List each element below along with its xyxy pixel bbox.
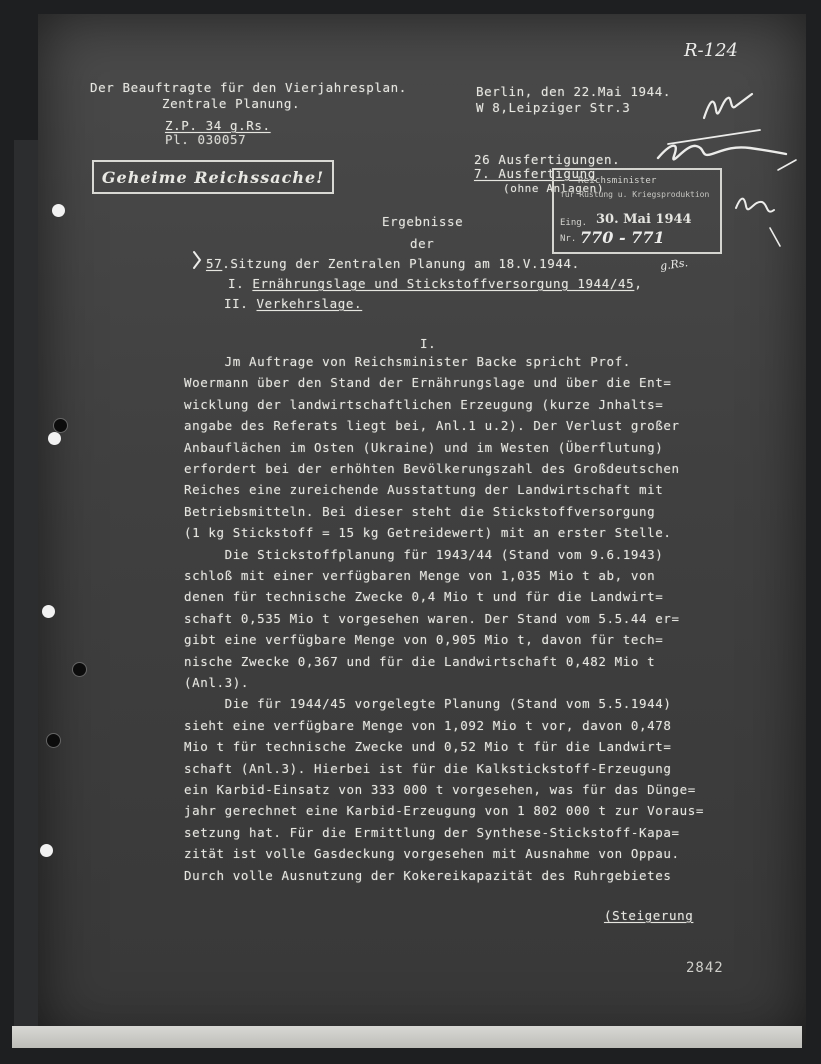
agenda-item-2-number: II. — [224, 296, 249, 311]
body-line: sieht eine verfügbare Menge von 1,092 Mio t vor, davon 0,478 — [184, 718, 672, 733]
org-line-1: Der Beauftragte für den Vierjahresplan. — [90, 80, 407, 95]
received-stamp-dept: für Rüstung u. Kriegsproduktion — [560, 190, 710, 199]
punch-hole — [40, 844, 53, 857]
body-line: schaft (Anl.3). Hierbei ist für die Kalkstickstoff-Erzeugung — [184, 761, 672, 776]
secret-stamp-text: Geheime Reichssache! — [101, 167, 325, 187]
session-number: 57 — [206, 256, 223, 271]
reference-pl: Pl. 030057 — [165, 132, 247, 147]
body-line: (1 kg Stickstoff = 15 kg Getreidewert) mit an erster Stelle. — [184, 525, 672, 540]
punch-hole — [42, 605, 55, 618]
place-date: Berlin, den 22.Mai 1944. — [476, 84, 672, 99]
received-stamp-date: 30. Mai 1944 — [596, 212, 692, 227]
session-line — [206, 256, 580, 271]
handwritten-rs-note: g.Rs. — [659, 256, 689, 273]
underlying-page-strip — [12, 1026, 802, 1048]
title-results: Ergebnisse — [382, 214, 464, 229]
received-stamp-org: Reichsminister — [578, 176, 657, 186]
body-line: denen für technische Zwecke 0,4 Mio t und für die Landwirt= — [184, 589, 664, 604]
address: W 8,Leipziger Str.3 — [476, 100, 631, 115]
section-heading: I. — [420, 336, 437, 351]
body-line: (Anl.3). — [184, 675, 250, 690]
body-line: schaft 0,535 Mio t vorgesehen waren. Der Stand vom 5.5.44 er= — [184, 611, 680, 626]
punch-hole — [46, 733, 61, 748]
punch-hole — [48, 432, 61, 445]
body-line: Woermann über den Stand der Ernährungslage und über die Ent= — [184, 375, 672, 390]
received-stamp-number: 770 - 771 — [580, 228, 665, 247]
agenda-item-1-text: Ernährungslage und Stickstoffversorgung 1944/45 — [252, 276, 635, 291]
archive-reference: R-124 — [684, 40, 738, 61]
agenda-item-1-number: I. — [228, 276, 245, 291]
scan-left-edge — [14, 140, 40, 1040]
agenda-item-2-text: Verkehrslage. — [256, 296, 363, 311]
body-line: zität ist volle Gasdeckung vorgesehen mit Ausnahme von Oppau. — [184, 846, 680, 861]
body-line: Reiches eine zureichende Ausstattung der Landwirtschaft mit — [184, 482, 664, 497]
punch-hole — [53, 418, 68, 433]
body-line: schloß mit einer verfügbaren Menge von 1,035 Mio t ab, von — [184, 568, 656, 583]
body-line: Die für 1944/45 vorgelegte Planung (Stand vom 5.5.1944) — [184, 696, 672, 711]
title-of: der — [410, 236, 435, 251]
body-line: angabe des Referats liegt bei, Anl.1 u.2). Der Verlust großer — [184, 418, 680, 433]
secret-stamp — [92, 160, 334, 194]
body-line: Jm Auftrage von Reichsminister Backe spricht Prof. — [184, 354, 631, 369]
body-line: ein Karbid-Einsatz von 333 000 t vorgesehen, was für das Dünge= — [184, 782, 696, 797]
punch-hole — [52, 204, 65, 217]
punch-hole — [72, 662, 87, 677]
copy-note: (ohne Anlagen) — [503, 182, 605, 195]
body-line: Anbauflächen im Osten (Ukraine) und im Westen (Überflutung) — [184, 440, 664, 455]
agenda-item-2 — [224, 296, 362, 311]
body-line: jahr gerechnet eine Karbid-Erzeugung von 1 802 000 t zur Voraus= — [184, 803, 705, 818]
agenda-item-1: I. Ernährungslage und Stickstoffversorgung 1944/45, — [228, 276, 643, 291]
body-line: Betriebsmitteln. Bei dieser steht die Stickstoffversorgung — [184, 504, 656, 519]
body-line: gibt eine verfügbare Menge von 0,905 Mio t, davon für tech= — [184, 632, 664, 647]
body-line: wicklung der landwirtschaftlichen Erzeugung (kurze Jnhalts= — [184, 397, 664, 412]
body-line: Durch volle Ausnutzung der Kokereikapazität des Ruhrgebietes — [184, 868, 672, 883]
body-line: nische Zwecke 0,367 und für die Landwirtschaft 0,482 Mio t — [184, 654, 656, 669]
page-number: 2842 — [686, 960, 724, 976]
reference-zp: Z.P. 34 g.Rs. — [165, 118, 271, 133]
received-stamp-nr-label: Nr. — [560, 234, 577, 244]
session-text: .Sitzung der Zentralen Planung am 18.V.1944. — [222, 256, 580, 271]
handwritten-initials-signature — [640, 60, 810, 260]
copy-number: 7. Ausfertigung — [474, 166, 596, 181]
body-line: Die Stickstoffplanung für 1943/44 (Stand vom 9.6.1943) — [184, 547, 664, 562]
body-line: setzung hat. Für die Ermittlung der Synthese-Stickstoff-Kapa= — [184, 825, 680, 840]
body-line: Mio t für technische Zwecke und 0,52 Mio t für die Landwirt= — [184, 739, 672, 754]
org-line-2: Zentrale Planung. — [162, 96, 301, 111]
received-stamp-eing-label: Eing. — [560, 218, 588, 228]
copies-count: 26 Ausfertigungen. — [474, 152, 621, 167]
body-line: erfordert bei der erhöhten Bevölkerungszahl des Großdeutschen — [184, 461, 680, 476]
catchword: (Steigerung — [604, 908, 694, 923]
